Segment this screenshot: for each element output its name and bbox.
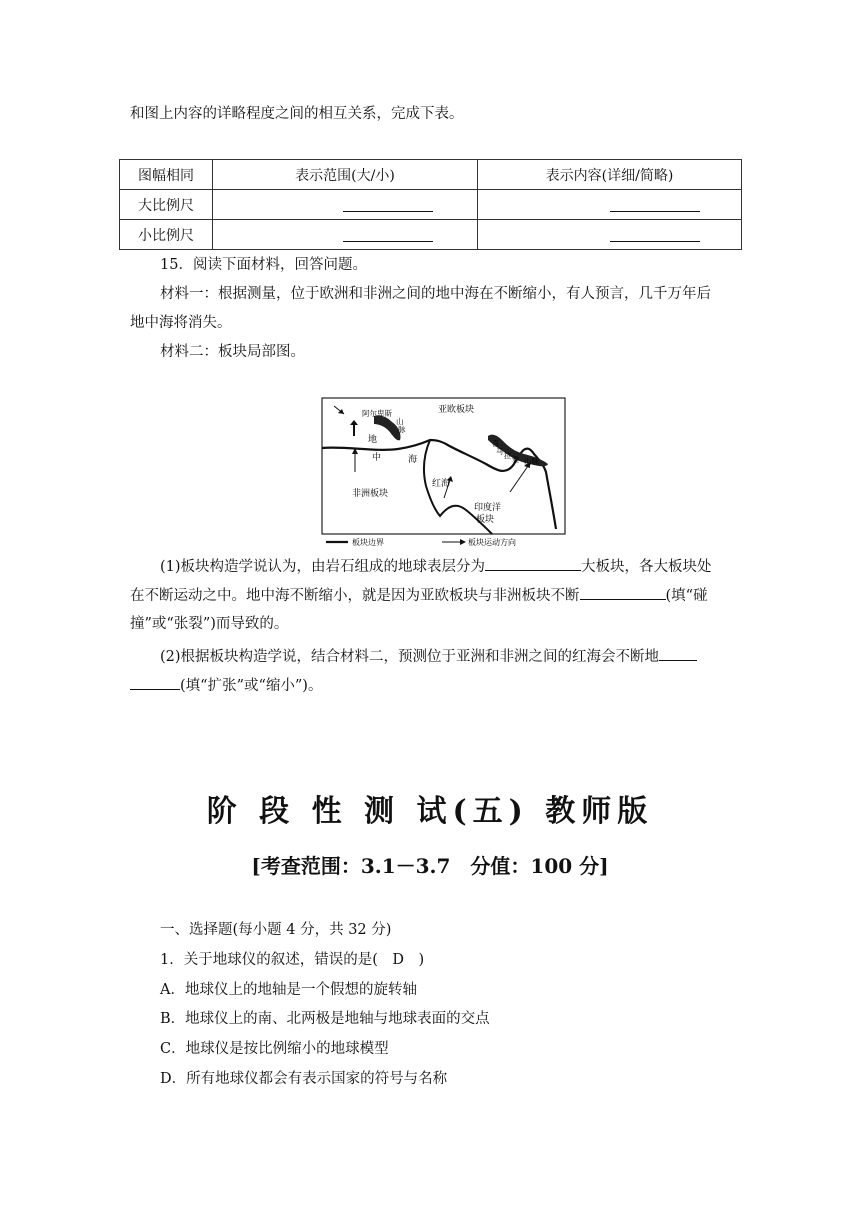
label-indian: 印度洋 [474, 503, 502, 513]
answer-blank-plates[interactable] [485, 556, 581, 571]
legend-boundary: 板块边界 [352, 538, 384, 547]
material1-line2: 地中海将消失。 [130, 315, 232, 331]
label-la: 拉 [504, 452, 511, 460]
row-label: 小比例尺 [120, 220, 213, 250]
legend-motion: 板块运动方向 [468, 538, 516, 547]
label-red-sea: 红海 [432, 479, 451, 489]
plate-map [316, 394, 570, 554]
q15-stem: 15．阅读下面材料，回答问题。 [160, 257, 367, 273]
table-row [120, 190, 742, 220]
motion-arrow-icon [510, 466, 528, 492]
table-header-cell: 表示范围(大/小) [213, 160, 478, 190]
intro-line: 和图上内容的详略程度之间的相互关系，完成下表。 [130, 106, 464, 122]
table-header-row [120, 160, 742, 190]
answer-blank-content[interactable] [478, 190, 742, 220]
option-d: D．所有地球仪都会有表示国家的符号与名称 [160, 1071, 448, 1087]
option-a: A．地球仪上的地轴是一个假想的旋转轴 [160, 982, 417, 998]
label-hai: 海 [408, 455, 418, 465]
sub2-line1: (2)根据板块构造学说，结合材料二，预测位于亚洲和非洲之间的红海会不断地 [160, 646, 697, 667]
question-1: 1．关于地球仪的叙述，错误的是( D ) [160, 952, 425, 968]
label-zhong: 中 [372, 453, 382, 463]
answer-blank-range[interactable] [213, 190, 478, 220]
sub1-line1: (1)板块构造学说认为，由岩石组成的地球表层分为 大板块，各大板块处 [160, 556, 712, 577]
answer-blank-content[interactable] [478, 220, 742, 250]
label-di: 地 [368, 435, 378, 445]
section-subtitle: [考查范围：3.1－3.7 分值：100 分] [251, 854, 609, 878]
label-alps: 阿尔卑斯 [362, 409, 392, 418]
label-himalaya-tail: 山脉 [524, 457, 539, 466]
label-eurasian: 亚欧板块 [438, 405, 475, 415]
answer-blank-redsea-2[interactable] [130, 675, 180, 690]
option-b: B．地球仪上的南、北两极是地轴与地球表面的交点 [160, 1011, 490, 1027]
table-row [120, 220, 742, 250]
answer-blank-redsea-1[interactable] [659, 646, 697, 661]
answer-blank-motion[interactable] [580, 585, 666, 600]
label-alps-2: 山 [396, 417, 404, 426]
label-ma: 马 [496, 448, 503, 456]
section-title: 阶 段 性 测 试(五) 教师版 [206, 794, 654, 829]
label-ya: 雅 [512, 456, 519, 464]
material1-line1: 材料一：根据测量，位于欧洲和非洲之间的地中海在不断缩小，有人预言，几千万年后 [160, 286, 711, 302]
answer-blank-range[interactable] [213, 220, 478, 250]
table-header-cell: 表示内容(详细/简略) [478, 160, 742, 190]
label-indian-2: 板块 [476, 515, 495, 525]
table-header-cell: 图幅相同 [120, 160, 213, 190]
sub1-line2: 在不断运动之中。地中海不断缩小，就是因为亚欧板块与非洲板块不断 (填“碰 [130, 585, 708, 606]
label-alps-3: 脉 [398, 425, 406, 434]
label-xi: 喜 [492, 440, 499, 448]
sub1-line3: 撞”或“张裂”)而导致的。 [130, 616, 289, 632]
part1-heading: 一、选择题(每小题 4 分，共 32 分) [160, 922, 392, 938]
scale-comparison-table [119, 159, 742, 250]
option-c: C．地球仪是按比例缩小的地球模型 [160, 1041, 389, 1057]
row-label: 大比例尺 [120, 190, 213, 220]
label-african: 非洲板块 [352, 489, 389, 499]
material2: 材料二：板块局部图。 [160, 344, 305, 360]
sub2-line2: (填“扩张”或“缩小”)。 [130, 675, 322, 696]
